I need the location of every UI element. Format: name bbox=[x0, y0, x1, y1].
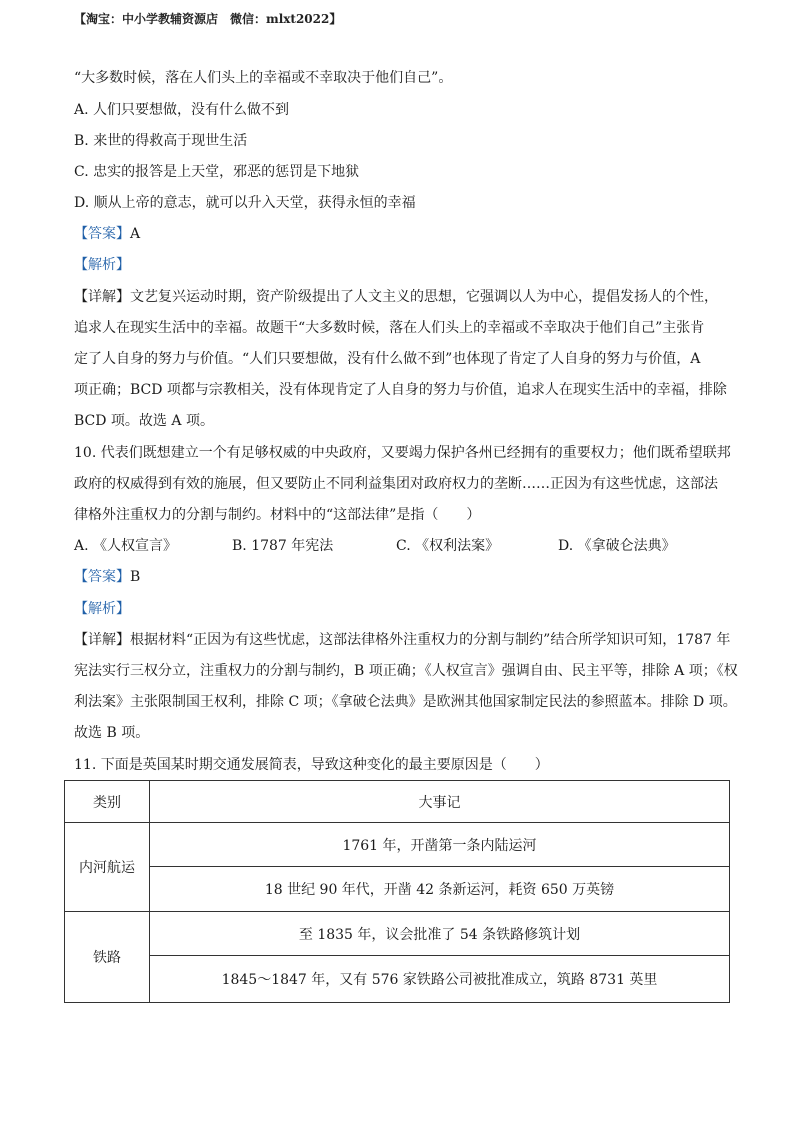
table-row bbox=[65, 823, 730, 867]
answer-tag: 【答案】 bbox=[74, 569, 130, 585]
q10-options bbox=[74, 535, 734, 555]
q9-detail-line-1 bbox=[74, 286, 718, 306]
q9-detail-text-1: 文艺复兴运动时期，资产阶级提出了人文主义的思想，它强调以人为中心，提倡发扬人的个性， bbox=[130, 289, 718, 305]
q9-analysis-tag: 【解析】 bbox=[74, 257, 130, 273]
q9-option-b: B. 来世的得救高于现世生活 bbox=[74, 133, 248, 149]
q10-option-d: D. 《拿破仑法典》 bbox=[558, 538, 676, 554]
q9-option-a: A. 人们只要想做，没有什么做不到 bbox=[74, 102, 290, 118]
q10-stem-line-2: 政府的权威得到有效的施展，但又要防止不同利益集团对政府权力的垄断……正因为有这些忧虑，这部法 bbox=[74, 476, 718, 492]
q10-analysis-tag: 【解析】 bbox=[74, 601, 130, 617]
q10-option-a: A. 《人权宣言》 bbox=[74, 538, 178, 554]
table-row bbox=[65, 867, 730, 912]
q10-answer bbox=[74, 566, 140, 586]
watermark-header: 【淘宝：中小学教辅资源店 微信：mlxt2022】 bbox=[74, 12, 342, 26]
q10-answer-value: B bbox=[130, 569, 141, 585]
table-row bbox=[65, 956, 730, 1003]
q10-option-b: B. 1787 年宪法 bbox=[232, 538, 334, 554]
header-events: 大事记 bbox=[150, 781, 730, 823]
q10-stem-line-3: 律格外注重权力的分割与制约。材料中的“这部法律”是指（ ） bbox=[74, 507, 481, 523]
q10-detail-text-1: 根据材料“正因为有这些忧虑，这部法律格外注重权力的分割与制约”结合所学知识可知，1787 年 bbox=[130, 632, 731, 648]
event-cell: 1845～1847 年，又有 576 家铁路公司被批准成立，筑路 8731 英里 bbox=[150, 956, 730, 1003]
event-cell: 1761 年，开凿第一条内陆运河 bbox=[150, 823, 730, 867]
answer-tag: 【答案】 bbox=[74, 226, 130, 242]
q10-detail-line-4: 故选 B 项。 bbox=[74, 725, 150, 741]
q11-stem: 11. 下面是英国某时期交通发展简表，导致这种变化的最主要原因是（ ） bbox=[74, 757, 549, 773]
q10-detail-line-1 bbox=[74, 629, 730, 649]
table-header-row bbox=[65, 781, 730, 823]
event-cell: 18 世纪 90 年代，开凿 42 条新运河，耗资 650 万英镑 bbox=[150, 867, 730, 912]
event-cell: 至 1835 年，议会批准了 54 条铁路修筑计划 bbox=[150, 912, 730, 956]
q9-detail-line-3: 定了人自身的努力与价值。“人们只要想做，没有什么做不到”也体现了肯定了人自身的努力与价值，A bbox=[74, 351, 701, 367]
category-cell: 铁路 bbox=[65, 912, 150, 1003]
detail-tag: 【详解】 bbox=[74, 632, 130, 648]
q10-detail-line-3: 利法案》主张限制国王权利，排除 C 项；《拿破仑法典》是欧洲其他国家制定民法的参照蓝本。排除 D 项。 bbox=[74, 694, 737, 710]
q9-answer bbox=[74, 223, 140, 243]
table-row bbox=[65, 912, 730, 956]
header-category: 类别 bbox=[65, 781, 150, 823]
q10-stem-line-1: 10. 代表们既想建立一个有足够权威的中央政府，又要竭力保护各州已经拥有的重要权力；他们既希望联邦 bbox=[74, 445, 731, 461]
q9-answer-value: A bbox=[130, 226, 141, 242]
detail-tag: 【详解】 bbox=[74, 289, 130, 305]
category-cell: 内河航运 bbox=[65, 823, 150, 912]
q9-detail-line-2: 追求人在现实生活中的幸福。故题干“大多数时候，落在人们头上的幸福或不幸取决于他们自己”主张肯 bbox=[74, 320, 705, 336]
q9-option-d: D. 顺从上帝的意志，就可以升入天堂，获得永恒的幸福 bbox=[74, 195, 416, 211]
q10-detail-line-2: 宪法实行三权分立，注重权力的分割与制约，B 项正确；《人权宣言》强调自由、民主平等，排除 A 项；《权 bbox=[74, 663, 738, 679]
q9-detail-line-4: 项正确；BCD 项都与宗教相关，没有体现肯定了人自身的努力与价值，追求人在现实生活中的幸福，排除 bbox=[74, 382, 727, 398]
q10-option-c: C. 《权利法案》 bbox=[396, 538, 500, 554]
q9-stem-end: “大多数时候，落在人们头上的幸福或不幸取决于他们自己”。 bbox=[74, 70, 453, 86]
q9-detail-line-5: BCD 项。故选 A 项。 bbox=[74, 413, 214, 429]
transport-table bbox=[64, 780, 730, 1003]
q9-option-c: C. 忠实的报答是上天堂，邪恶的惩罚是下地狱 bbox=[74, 164, 360, 180]
